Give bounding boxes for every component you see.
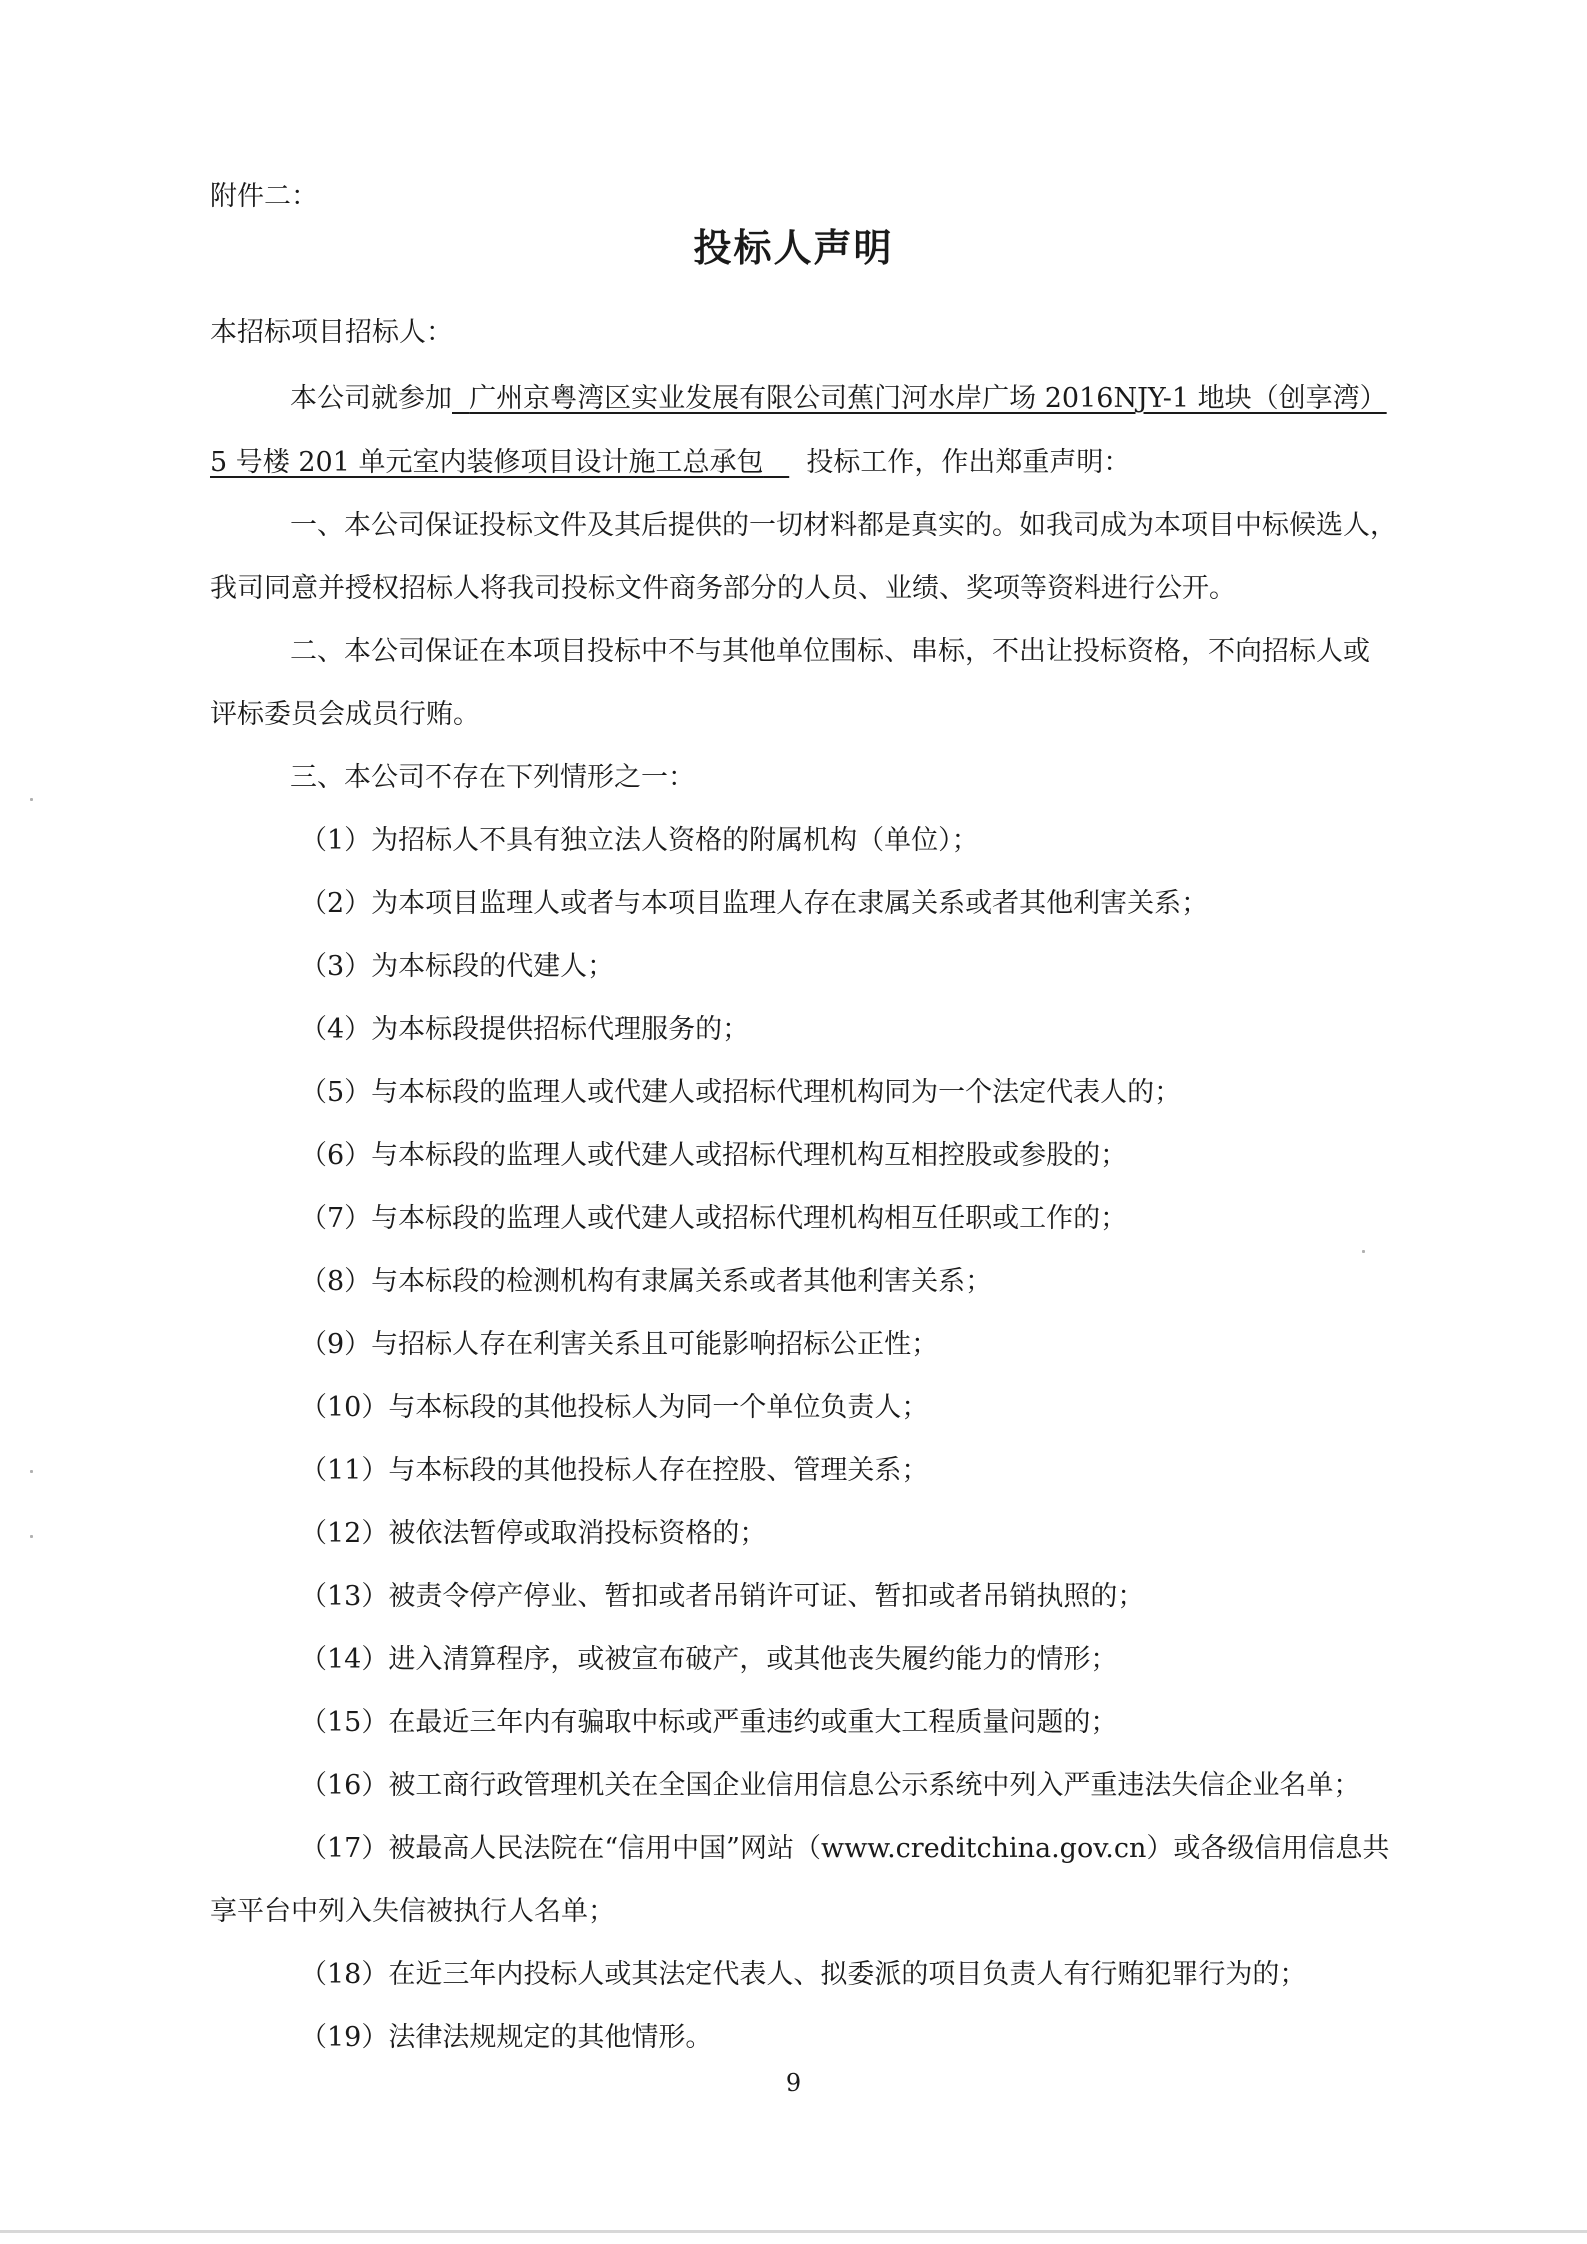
scan-edge-line: [0, 2230, 1587, 2233]
list-item: （19）法律法规规定的其他情形。: [300, 2022, 713, 2053]
scan-speck: [30, 1535, 33, 1538]
clause-2-line-1: 二、本公司保证在本项目投标中不与其他单位围标、串标，不出让投标资格，不向招标人或: [290, 636, 1370, 667]
intro-line-1: [290, 382, 1387, 416]
addressee-line: 本招标项目招标人：: [210, 317, 453, 348]
scan-speck: [30, 798, 33, 801]
list-item-17-line-1: （17）被最高人民法院在“信用中国”网站（www.creditchina.gov.cn）或各级信用信息共: [300, 1833, 1390, 1864]
clause-2-line-2: 评标委员会成员行贿。: [210, 699, 480, 730]
list-item: （16）被工商行政管理机关在全国企业信用信息公示系统中列入严重违法失信企业名单；: [300, 1770, 1361, 1801]
list-item: （18）在近三年内投标人或其法定代表人、拟委派的项目负责人有行贿犯罪行为的；: [300, 1959, 1307, 1990]
scan-speck: [1362, 1250, 1365, 1253]
clause-1-line-1: 一、本公司保证投标文件及其后提供的一切材料都是真实的。如我司成为本项目中标候选人，: [290, 510, 1397, 541]
list-item: （14）进入清算程序，或被宣布破产，或其他丧失履约能力的情形；: [300, 1644, 1118, 1675]
project-name-part-1: 广州京粤湾区实业发展有限公司蕉门河水岸广场 2016NJY-1 地块（创享湾）: [469, 383, 1387, 414]
list-item: （3）为本标段的代建人；: [300, 951, 615, 982]
list-item-17-line-2: 享平台中列入失信被执行人名单；: [210, 1896, 615, 1927]
list-item: （5）与本标段的监理人或代建人或招标代理机构同为一个法定代表人的；: [300, 1077, 1182, 1108]
document-title: 投标人声明: [693, 225, 894, 270]
intro-tail: 投标工作，作出郑重声明：: [806, 447, 1131, 478]
scan-speck: [30, 1470, 33, 1473]
list-item: （6）与本标段的监理人或代建人或招标代理机构互相控股或参股的；: [300, 1140, 1128, 1171]
list-item: （9）与招标人存在利害关系且可能影响招标公正性；: [300, 1329, 939, 1360]
list-item: （15）在最近三年内有骗取中标或严重违约或重大工程质量问题的；: [300, 1707, 1118, 1738]
list-item: （2）为本项目监理人或者与本项目监理人存在隶属关系或者其他利害关系；: [300, 888, 1209, 919]
list-item: （4）为本标段提供招标代理服务的；: [300, 1014, 750, 1045]
attachment-label: 附件二：: [210, 181, 318, 212]
intro-lead: 本公司就参加: [290, 383, 452, 414]
list-item: （12）被依法暂停或取消投标资格的；: [300, 1518, 767, 1549]
clause-3-heading: 三、本公司不存在下列情形之一：: [290, 762, 695, 793]
list-item: （11）与本标段的其他投标人存在控股、管理关系；: [300, 1455, 929, 1486]
list-item: （10）与本标段的其他投标人为同一个单位负责人；: [300, 1392, 929, 1423]
list-item: （8）与本标段的检测机构有隶属关系或者其他利害关系；: [300, 1266, 993, 1297]
list-item: （1）为招标人不具有独立法人资格的附属机构（单位）；: [300, 825, 979, 856]
list-item: （7）与本标段的监理人或代建人或招标代理机构相互任职或工作的；: [300, 1203, 1128, 1234]
clause-1-line-2: 我司同意并授权招标人将我司投标文件商务部分的人员、业绩、奖项等资料进行公开。: [210, 573, 1236, 604]
project-name-part-2: 5 号楼 201 单元室内装修项目设计施工总承包: [210, 447, 764, 478]
intro-line-2: [210, 446, 1130, 480]
page-number: 9: [785, 2069, 802, 2097]
list-item: （13）被责令停产停业、暂扣或者吊销许可证、暂扣或者吊销执照的；: [300, 1581, 1145, 1612]
